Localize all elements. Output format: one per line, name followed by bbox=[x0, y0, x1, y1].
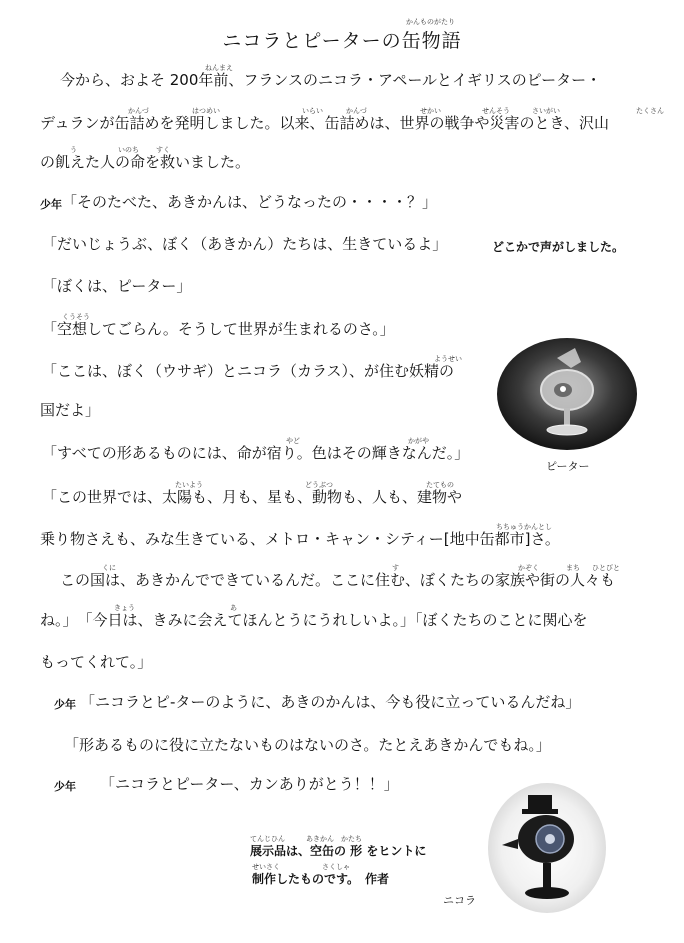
boy-question-2: 「ニコラとピ-ターのように、あきのかんは、今も役に立っているんだね」 bbox=[80, 693, 581, 711]
ruby-sekai: せかい bbox=[420, 107, 441, 115]
line-all: 「すべての形あるものには、命が宿り。色はその輝きなんだ。」 bbox=[42, 444, 470, 462]
footnote-line-2: 制作したものです。 作者 bbox=[252, 872, 390, 886]
boy-label-2: 少年 bbox=[54, 698, 76, 711]
footnote-line-1-ruby: てんじひん あきかん かたち bbox=[250, 835, 362, 843]
ruby-sensou: せんそう bbox=[482, 107, 510, 115]
line-today: ね。」 「今日は、きみに会えてほんとうにうれしいよ。」「ぼくたちのことに関心を bbox=[40, 611, 588, 629]
footnote-line-2-ruby: せいさく さくしゃ bbox=[252, 863, 350, 871]
page-title: ニコラとピーターの缶物語 bbox=[222, 30, 462, 52]
ruby-kanzume-2: かんづ bbox=[346, 107, 367, 115]
ruby-hitobito: ひとびと bbox=[592, 564, 620, 572]
ruby-inochi: いのち bbox=[118, 146, 139, 154]
nicola-photo bbox=[488, 783, 606, 913]
intro-line-1: 今から、およそ 200年前、フランスのニコラ・アペールとイギリスのピーター・ bbox=[60, 71, 602, 89]
ruby-yousei: ようせい bbox=[434, 355, 462, 363]
line-here-2: 国だよ」 bbox=[40, 401, 101, 419]
reply-last: 「形あるものに役に立たないものはないのさ。たとえあきかんでもね。」 bbox=[64, 736, 551, 754]
footnote-line-1: 展示品は、空缶の 形 をヒントに bbox=[250, 844, 427, 858]
ruby-irai: いらい bbox=[302, 107, 323, 115]
intro-line-2: デュランが缶詰めを発明しました。以来、缶詰めは、世界の戦争や災害のとき、沢山 bbox=[40, 114, 609, 132]
ruby-sukui: すく bbox=[156, 146, 170, 154]
line-country: この国は、あきかんでできているんだ。ここに住む、ぼくたちの家族や街の人々も bbox=[60, 571, 616, 589]
nicola-caption: ニコラ bbox=[443, 894, 476, 907]
line-peter: 「ぼくは、ピーター」 bbox=[42, 277, 192, 295]
boy-label-1: 少年 bbox=[40, 198, 62, 211]
ruby-machi: まち bbox=[566, 564, 580, 572]
peter-photo bbox=[497, 338, 637, 450]
ruby-kagaya: かがや bbox=[408, 437, 429, 445]
ruby-saigai: さいがい bbox=[532, 107, 560, 115]
line-thanks: もってくれて。」 bbox=[40, 653, 153, 671]
ruby-kuni: くに bbox=[102, 564, 116, 572]
line-imagine: 「空想してごらん。そうして世界が生まれるのさ。」 bbox=[42, 320, 395, 338]
ruby-kuusou: くうそう bbox=[62, 313, 90, 321]
ruby-takusan: たくさん bbox=[636, 107, 664, 115]
ruby-nenmae: ねんまえ bbox=[205, 64, 233, 72]
boy-question-1: 「そのたべた、あきかんは、どうなったの・・・・？」 bbox=[62, 193, 438, 211]
ruby-chichuu: ちちゅうかんとし bbox=[496, 523, 552, 531]
ruby-kazoku: かぞく bbox=[518, 564, 539, 572]
intro-line-3: の飢えた人の命を救いました。 bbox=[40, 153, 251, 171]
ruby-a: あ bbox=[230, 604, 237, 612]
reply-line-1-note: どこかで声がしました。 bbox=[492, 240, 625, 254]
ruby-taiyou: たいよう bbox=[175, 481, 203, 489]
ruby-kanzume: かんづ bbox=[128, 107, 149, 115]
ruby-ue: う bbox=[70, 146, 77, 154]
peter-caption: ピーター bbox=[546, 460, 590, 473]
line-here-1: 「ここは、ぼく（ウサギ）とニコラ（カラス）、が住む妖精の bbox=[42, 362, 455, 380]
ruby-hatsumei: はつめい bbox=[192, 107, 220, 115]
ruby-doubutsu: どうぶつ bbox=[305, 481, 333, 489]
line-world-2: 乗り物さえも、みな生きている、メトロ・キャン・シティー[地中缶都市]さ。 bbox=[40, 530, 560, 548]
ruby-yado: やど bbox=[286, 437, 300, 445]
title-ruby: かんものがたり bbox=[406, 18, 455, 26]
boy-question-3: 「ニコラとピーター、カンありがとう！！」 bbox=[100, 775, 399, 793]
ruby-su: す bbox=[392, 564, 399, 572]
reply-line-1: 「だいじょうぶ、ぼく（あきかん）たちは、生きているよ」 bbox=[42, 235, 448, 253]
ruby-kyou: きょう bbox=[114, 604, 135, 612]
ruby-tatemono: たてもの bbox=[426, 481, 454, 489]
line-world-1: 「この世界では、太陽も、月も、星も、動物も、人も、建物や bbox=[42, 488, 463, 506]
boy-label-3: 少年 bbox=[54, 780, 76, 793]
